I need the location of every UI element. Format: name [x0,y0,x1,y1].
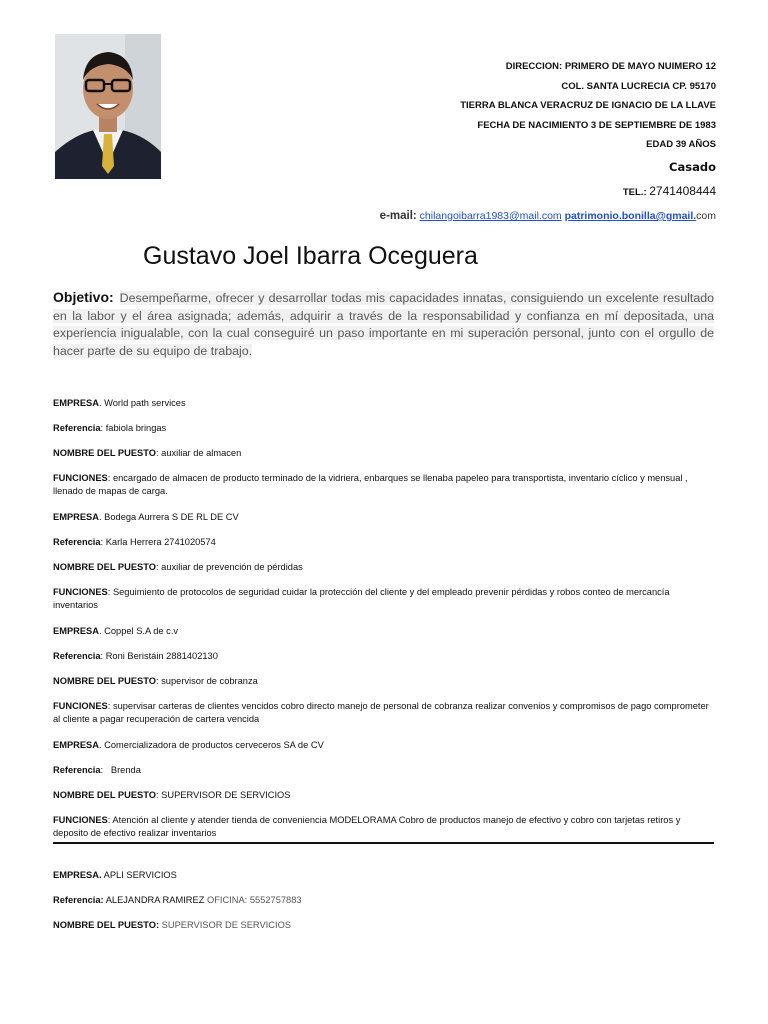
reference-label: Referencia [53,765,101,775]
company-label: EMPRESA [53,512,99,522]
contact-header [380,57,716,227]
telephone-separator: : [643,186,650,198]
telephone-label: TEL. [622,186,644,198]
position-value: SUPERVISOR DE SERVICIOS [161,790,291,800]
functions-label: FUNCIONES [53,701,108,711]
job-company: EMPRESA. Coppel S.A de c.v [53,626,179,636]
job-position: NOMBRE DEL PUESTO: auxiliar de almacen [53,448,242,458]
functions-label: FUNCIONES [53,473,108,483]
reference-value: Brenda [105,765,141,775]
reference-value: ALEJANDRA RAMIREZ [103,895,207,905]
position-value: auxiliar de almacen [161,448,242,458]
job-company: EMPRESA. World path services [53,398,186,408]
profile-photo [55,34,161,179]
job-functions: FUNCIONES: encargado de almacen de producto terminado de la vidriera, enbarques se llenaba papeleo para transportista, inventario cíclico y mensual , llenado de mapas de carga. [53,473,688,496]
address-line-3: TIERRA BLANCA VERACRUZ DE IGNACIO DE LA LLAVE [460,100,716,112]
telephone-value: 2741408444 [649,183,716,198]
position-label: NOMBRE DEL PUESTO [53,448,156,458]
objective-text: Desempeñarme, ofrecer y desarrollar todas mis capacidades innatas, consiguiendo un excelente resultado en la labor y el área asignada; además, adquirir a través de la responsabilidad y confianza en mí depositada, una experiencia inigualable, con la cual conseguiré un paso importante en mi superación personal, junto con el orgullo de hacer parte de su equipo de trabajo. [53,291,714,358]
company-value: Coppel S.A de c.v [104,626,179,636]
section-divider [53,842,714,844]
functions-value: Seguimiento de protocolos de seguridad cuidar la protección del cliente y del empleado prevenir pérdidas y robos conteo de mercancía inventarios [53,587,670,610]
reference-value: Karla Herrera 2741020574 [105,537,216,547]
job-position: NOMBRE DEL PUESTO: supervisor de cobranza [53,676,258,686]
job-functions: FUNCIONES: Seguimiento de protocolos de seguridad cuidar la protección del cliente y del empleado prevenir pérdidas y robos conteo de mercancía inventarios [53,587,670,610]
functions-value: Atención al cliente y atender tienda de conveniencia MODELORAMA Cobro de productos manejo de efectivo y cobro con tarjetas retiros y deposito de efectivo realizar inventarios [53,815,681,838]
job-entry [53,511,715,612]
job-reference: Referencia: Brenda [53,765,141,775]
reference-label: Referencia [53,651,101,661]
full-name: Gustavo Joel Ibarra Oceguera [143,242,478,270]
company-label: EMPRESA. [53,870,102,880]
job-entry [53,397,715,498]
address-line-2: COL. SANTA LUCRECIA CP. 95170 [561,80,716,92]
functions-value: encargado de almacen de producto terminado de la vidriera, enbarques se llenaba papeleo para transportista, inventario cíclico y mensual , llenado de mapas de carga. [53,473,688,496]
reference-value: fabiola bringas [105,423,167,433]
position-value: auxiliar de prevención de pérdidas [161,562,303,572]
job-reference: Referencia: fabiola bringas [53,423,167,433]
reference-label: Referencia [53,423,101,433]
email-link-1[interactable]: chilangoibarra1983@mail.com [419,209,562,222]
objective-label: Objetivo: [53,289,114,305]
company-value: World path services [104,398,186,408]
position-label: NOMBRE DEL PUESTO [53,790,156,800]
functions-value: supervisar carteras de clientes vencidos cobro directo manejo de personal de cobranza realizar convenios y compromisos de pago comprometer al cliente a pagar recuperación de cartera vencida [53,701,709,724]
email-line [380,206,716,227]
job-entry-last [53,869,715,932]
reference-value: Roni Beristáin 2881402130 [105,651,218,661]
job-reference [53,894,715,907]
company-value: Bodega Aurrera S DE RL DE CV [104,512,239,522]
birth-date: FECHA DE NACIMIENTO 3 DE SEPTIEMBRE DE 1983 [477,119,716,131]
email-link-2-tail: com [696,209,716,222]
company-label: EMPRESA [53,398,99,408]
position-label: NOMBRE DEL PUESTO [53,676,156,686]
job-reference: Referencia: Roni Beristáin 2881402130 [53,651,218,661]
email-label: e-mail: [379,209,417,222]
telephone [380,178,716,206]
age: EDAD 39 AÑOS [646,139,716,151]
job-reference: Referencia: Karla Herrera 2741020574 [53,537,216,547]
job-company: EMPRESA. Comercializadora de productos cerveceros SA de CV [53,740,324,750]
company-value: APLI SERVICIOS [101,870,177,880]
functions-label: FUNCIONES [53,815,108,825]
email-link-2[interactable]: patrimonio.bonilla@gmail. [564,209,697,222]
reference-label: Referencia [53,537,101,547]
job-company [53,869,715,882]
position-value: supervisor de cobranza [161,676,258,686]
civil-status: Casado [669,159,716,174]
job-entry [53,625,715,726]
objective-section [53,289,714,360]
company-label: EMPRESA [53,740,99,750]
job-functions: FUNCIONES: Atención al cliente y atender tienda de conveniencia MODELORAMA Cobro de productos manejo de efectivo y cobro con tarjetas retiros y deposito de efectivo realizar inventarios [53,815,681,838]
address-line-1: DIRECCION: PRIMERO DE MAYO NUIMERO 12 [505,61,716,72]
company-label: EMPRESA [53,626,99,636]
job-entry [53,739,715,840]
position-label: NOMBRE DEL PUESTO: [53,920,160,930]
company-value: Comercializadora de productos cerveceros SA de CV [104,740,324,750]
work-experience [53,397,715,945]
reference-label: Referencia: [53,895,104,905]
office-phone: OFICINA: 5552757883 [206,895,302,905]
job-company: EMPRESA. Bodega Aurrera S DE RL DE CV [53,512,239,522]
job-position: NOMBRE DEL PUESTO: auxiliar de prevención de pérdidas [53,562,303,572]
job-position: NOMBRE DEL PUESTO: SUPERVISOR DE SERVICIOS [53,790,291,800]
profile-photo-image [55,34,161,179]
position-value: SUPERVISOR DE SERVICIOS [159,920,291,930]
position-label: NOMBRE DEL PUESTO [53,562,156,572]
job-functions: FUNCIONES: supervisar carteras de clientes vencidos cobro directo manejo de personal de cobranza realizar convenios y compromisos de pago comprometer al cliente a pagar recuperación de cartera vencida [53,701,709,724]
job-position [53,919,715,932]
functions-label: FUNCIONES [53,587,108,597]
